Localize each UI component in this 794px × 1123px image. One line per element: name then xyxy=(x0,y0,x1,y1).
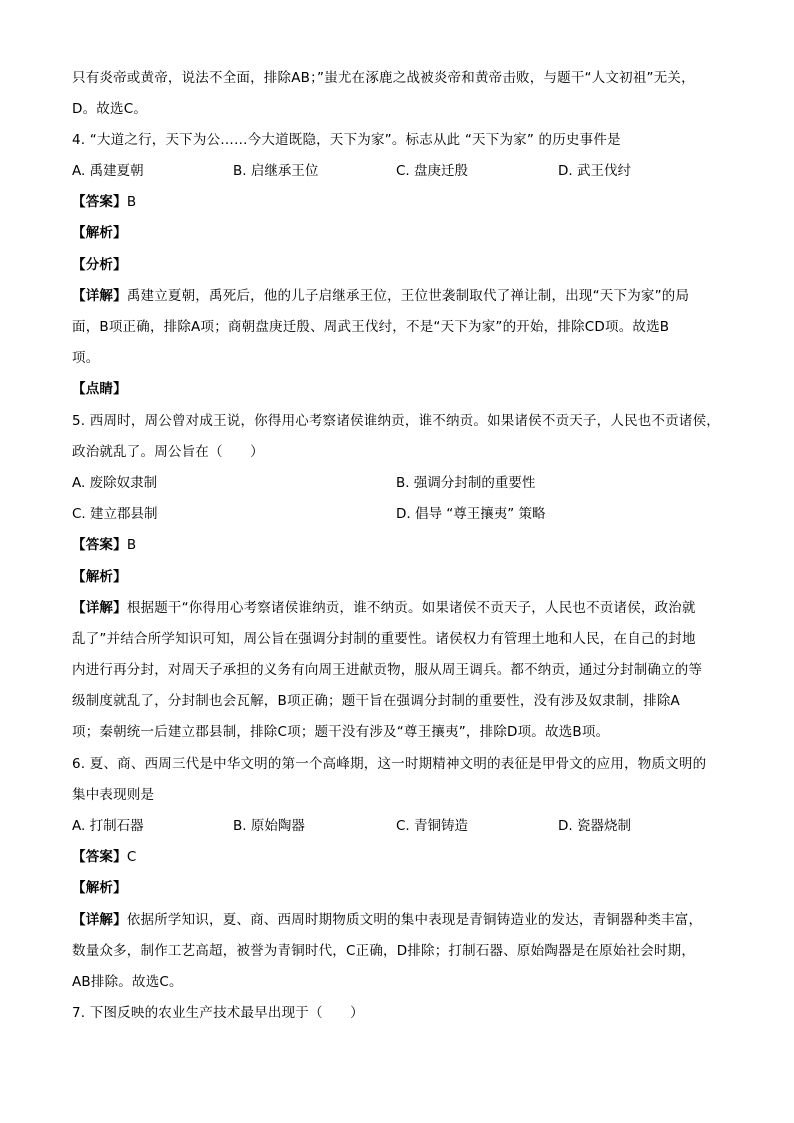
question-4-jiexi-tag: 【解析】 xyxy=(72,225,127,241)
question-4-option-a: A. 禹建夏朝 xyxy=(72,163,144,179)
text-line: 项；秦朝统一后建立郡县制，排除C项；题干没有涉及“尊王攘夷”，排除D项。故选B项。 xyxy=(72,724,610,740)
answer-value: C xyxy=(126,849,137,865)
question-4-answer xyxy=(72,193,136,211)
question-6-stem-cont: 集中表现则是 xyxy=(72,787,155,803)
answer-value: B xyxy=(126,194,137,210)
xiangjie-text: 依据所学知识，夏、商、西周时期物质文明的集中表现是青铜铸造业的发达，青铜器种类丰富， xyxy=(126,912,703,928)
question-5-xiangjie xyxy=(72,599,696,617)
question-5-jiexi-tag: 【解析】 xyxy=(72,569,127,585)
question-5-option-d: D. 倡导 “尊王攘夷” 策略 xyxy=(396,506,546,522)
text-line: 项。 xyxy=(72,350,100,366)
answer-value: B xyxy=(126,537,137,553)
question-4-option-c: C. 盘庚迁殷 xyxy=(396,163,469,179)
question-6-xiangjie xyxy=(72,911,702,929)
xiangjie-text: 禹建立夏朝，禹死后，他的儿子启继承王位，王位世袭制取代了禅让制，出现“天下为家”的局 xyxy=(126,288,690,304)
question-4-fenxi-tag: 【分析】 xyxy=(72,257,127,273)
question-6-jiexi-tag: 【解析】 xyxy=(72,880,127,896)
question-5-option-b: B. 强调分封制的重要性 xyxy=(396,475,536,491)
question-7-stem: 7. 下图反映的农业生产技术最早出现于（ ） xyxy=(72,1005,364,1021)
text-line: 面，B项正确，排除A项；商朝盘庚迁殷、周武王伐纣，不是“天下为家”的开始，排除CD项。故选B xyxy=(72,319,670,335)
text-line: 内进行再分封，对周天子承担的义务有向周王进献贡物，服从周王调兵。都不纳贡，通过分封制确立的等 xyxy=(72,662,703,678)
question-4-xiangjie xyxy=(72,287,689,305)
answer-tag: 【答案】 xyxy=(72,194,127,210)
question-5-answer xyxy=(72,536,136,554)
question-6-option-d: D. 瓷器烧制 xyxy=(558,818,631,834)
text-line: 只有炎帝或黄帝，说法不全面，排除AB；”蚩尤在涿鹿之战被炎帝和黄帝击败，与题干“人文初祖”无关， xyxy=(72,70,695,86)
xiangjie-tag: 【详解】 xyxy=(72,912,127,928)
question-4-option-d: D. 武王伐纣 xyxy=(558,163,631,179)
answer-tag: 【答案】 xyxy=(72,849,127,865)
question-4-option-b: B. 启继承王位 xyxy=(233,163,319,179)
xiangjie-tag: 【详解】 xyxy=(72,288,127,304)
text-line: 乱了”并结合所学知识可知，周公旨在强调分封制的重要性。诸侯权力有管理土地和人民，在自己的封地 xyxy=(72,631,696,647)
question-6-answer xyxy=(72,848,136,866)
question-6-option-a: A. 打制石器 xyxy=(72,818,144,834)
answer-tag: 【答案】 xyxy=(72,537,127,553)
xiangjie-text: 根据题干“你得用心考察诸侯谁纳贡，谁不纳贡。如果诸侯不贡天子，人民也不贡诸侯，政治就 xyxy=(126,600,696,616)
question-4-dianjing-tag: 【点睛】 xyxy=(72,381,127,397)
xiangjie-tag: 【详解】 xyxy=(72,600,127,616)
question-5-stem: 5. 西周时，周公曾对成王说，你得用心考察诸侯谁纳贡，谁不纳贡。如果诸侯不贡天子，人民也不贡诸侯， xyxy=(72,413,720,429)
question-5-option-c: C. 建立郡县制 xyxy=(72,506,158,522)
text-line: D。故选C。 xyxy=(72,101,148,117)
question-5-option-a: A. 废除奴隶制 xyxy=(72,475,158,491)
question-4-stem: 4. “大道之行，天下为公……今大道既隐，天下为家”。标志从此 “天下为家” 的历史事件是 xyxy=(72,132,621,148)
question-6-option-b: B. 原始陶器 xyxy=(233,818,305,834)
question-5-stem-cont: 政治就乱了。周公旨在（ ） xyxy=(72,444,264,460)
text-line: 级制度就乱了，分封制也会瓦解，B项正确；题干旨在强调分封制的重要性，没有涉及奴隶制，排除A xyxy=(72,693,680,709)
question-6-stem: 6. 夏、商、西周三代是中华文明的第一个高峰期，这一时期精神文明的表征是甲骨文的应用，物质文明的 xyxy=(72,756,707,772)
text-line: 数量众多，制作工艺高超，被誉为青铜时代，C正确，D排除；打制石器、原始陶器是在原始社会时期， xyxy=(72,943,696,959)
question-6-option-c: C. 青铜铸造 xyxy=(396,818,469,834)
text-line: AB排除。故选C。 xyxy=(72,974,183,990)
